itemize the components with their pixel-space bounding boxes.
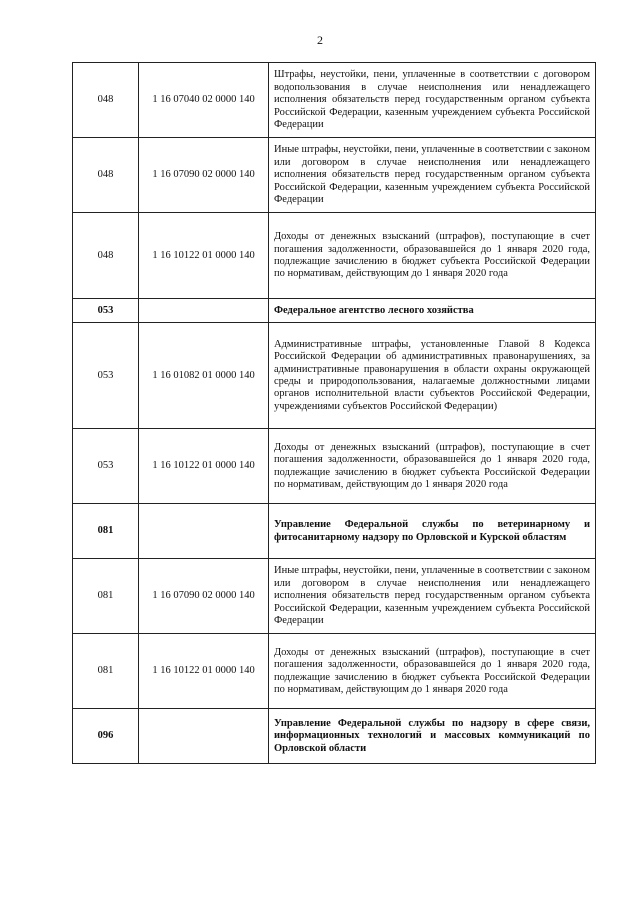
description-cell: Штрафы, неустойки, пени, уплаченные в соответствии с договором водопользования в случае неисполнения или ненадлежащего исполнения обязательств перед государственным органом субъекта Российской Федерации, казенным учреждением субъекта Российской Федерации [269,63,596,138]
description-cell: Федеральное агентство лесного хозяйства [269,299,596,323]
revenue-codes-table [72,62,596,764]
table-row [73,429,596,504]
description-cell: Доходы от денежных взысканий (штрафов), поступающие в счет погашения задолженности, образовавшейся до 1 января 2020 года, подлежащие зачислению в бюджет субъекта Российской Федерации по нормативам, действующим до 1 января 2020 года [269,634,596,709]
admin-code-cell: 053 [73,323,139,429]
admin-code-cell: 048 [73,138,139,213]
table-row [73,634,596,709]
table-body [73,63,596,764]
budget-code-cell [139,709,269,764]
page-number: 2 [317,33,323,47]
budget-code-cell: 1 16 07090 02 0000 140 [139,138,269,213]
table-row [73,63,596,138]
budget-code-cell [139,299,269,323]
description-cell: Доходы от денежных взысканий (штрафов), поступающие в счет погашения задолженности, образовавшейся до 1 января 2020 года, подлежащие зачислению в бюджет субъекта Российской Федерации по нормативам, действующим до 1 января 2020 года [269,429,596,504]
table-row [73,213,596,299]
description-cell: Иные штрафы, неустойки, пени, уплаченные в соответствии с законом или договором в случае неисполнения или ненадлежащего исполнения обязательств перед государственным органом субъекта Российской Федерации, казенным учреждением субъекта Российской Федерации [269,138,596,213]
budget-code-cell: 1 16 07040 02 0000 140 [139,63,269,138]
description-cell: Доходы от денежных взысканий (штрафов), поступающие в счет погашения задолженности, образовавшейся до 1 января 2020 года, подлежащие зачислению в бюджет субъекта Российской Федерации по нормативам, действующим до 1 января 2020 года [269,213,596,299]
table-row [73,559,596,634]
description-cell: Управление Федеральной службы по ветеринарному и фитосанитарному надзору по Орловской и Курской областям [269,504,596,559]
admin-code-cell: 081 [73,504,139,559]
description-cell: Административные штрафы, установленные Главой 8 Кодекса Российской Федерации об административных правонарушениях, за административные правонарушения в области охраны окружающей среды и природопользования, налагаемые должностными лицами органов исполнительной власти субъектов Российской Федерации, учреждениями субъектов Российской Федерации) [269,323,596,429]
budget-code-cell: 1 16 10122 01 0000 140 [139,634,269,709]
table-row [73,138,596,213]
budget-code-cell [139,504,269,559]
description-cell: Управление Федеральной службы по надзору в сфере связи, информационных технологий и массовых коммуникаций по Орловской области [269,709,596,764]
admin-code-cell: 081 [73,634,139,709]
table-row [73,323,596,429]
admin-code-cell: 053 [73,429,139,504]
section-row [73,709,596,764]
admin-code-cell: 048 [73,63,139,138]
section-row [73,299,596,323]
budget-code-cell: 1 16 10122 01 0000 140 [139,213,269,299]
description-cell: Иные штрафы, неустойки, пени, уплаченные в соответствии с законом или договором в случае неисполнения или ненадлежащего исполнения обязательств перед государственным органом субъекта Российской Федерации, казенным учреждением субъекта Российской Федерации [269,559,596,634]
section-row [73,504,596,559]
budget-code-cell: 1 16 10122 01 0000 140 [139,429,269,504]
admin-code-cell: 048 [73,213,139,299]
budget-code-cell: 1 16 07090 02 0000 140 [139,559,269,634]
budget-code-cell: 1 16 01082 01 0000 140 [139,323,269,429]
admin-code-cell: 053 [73,299,139,323]
admin-code-cell: 096 [73,709,139,764]
admin-code-cell: 081 [73,559,139,634]
